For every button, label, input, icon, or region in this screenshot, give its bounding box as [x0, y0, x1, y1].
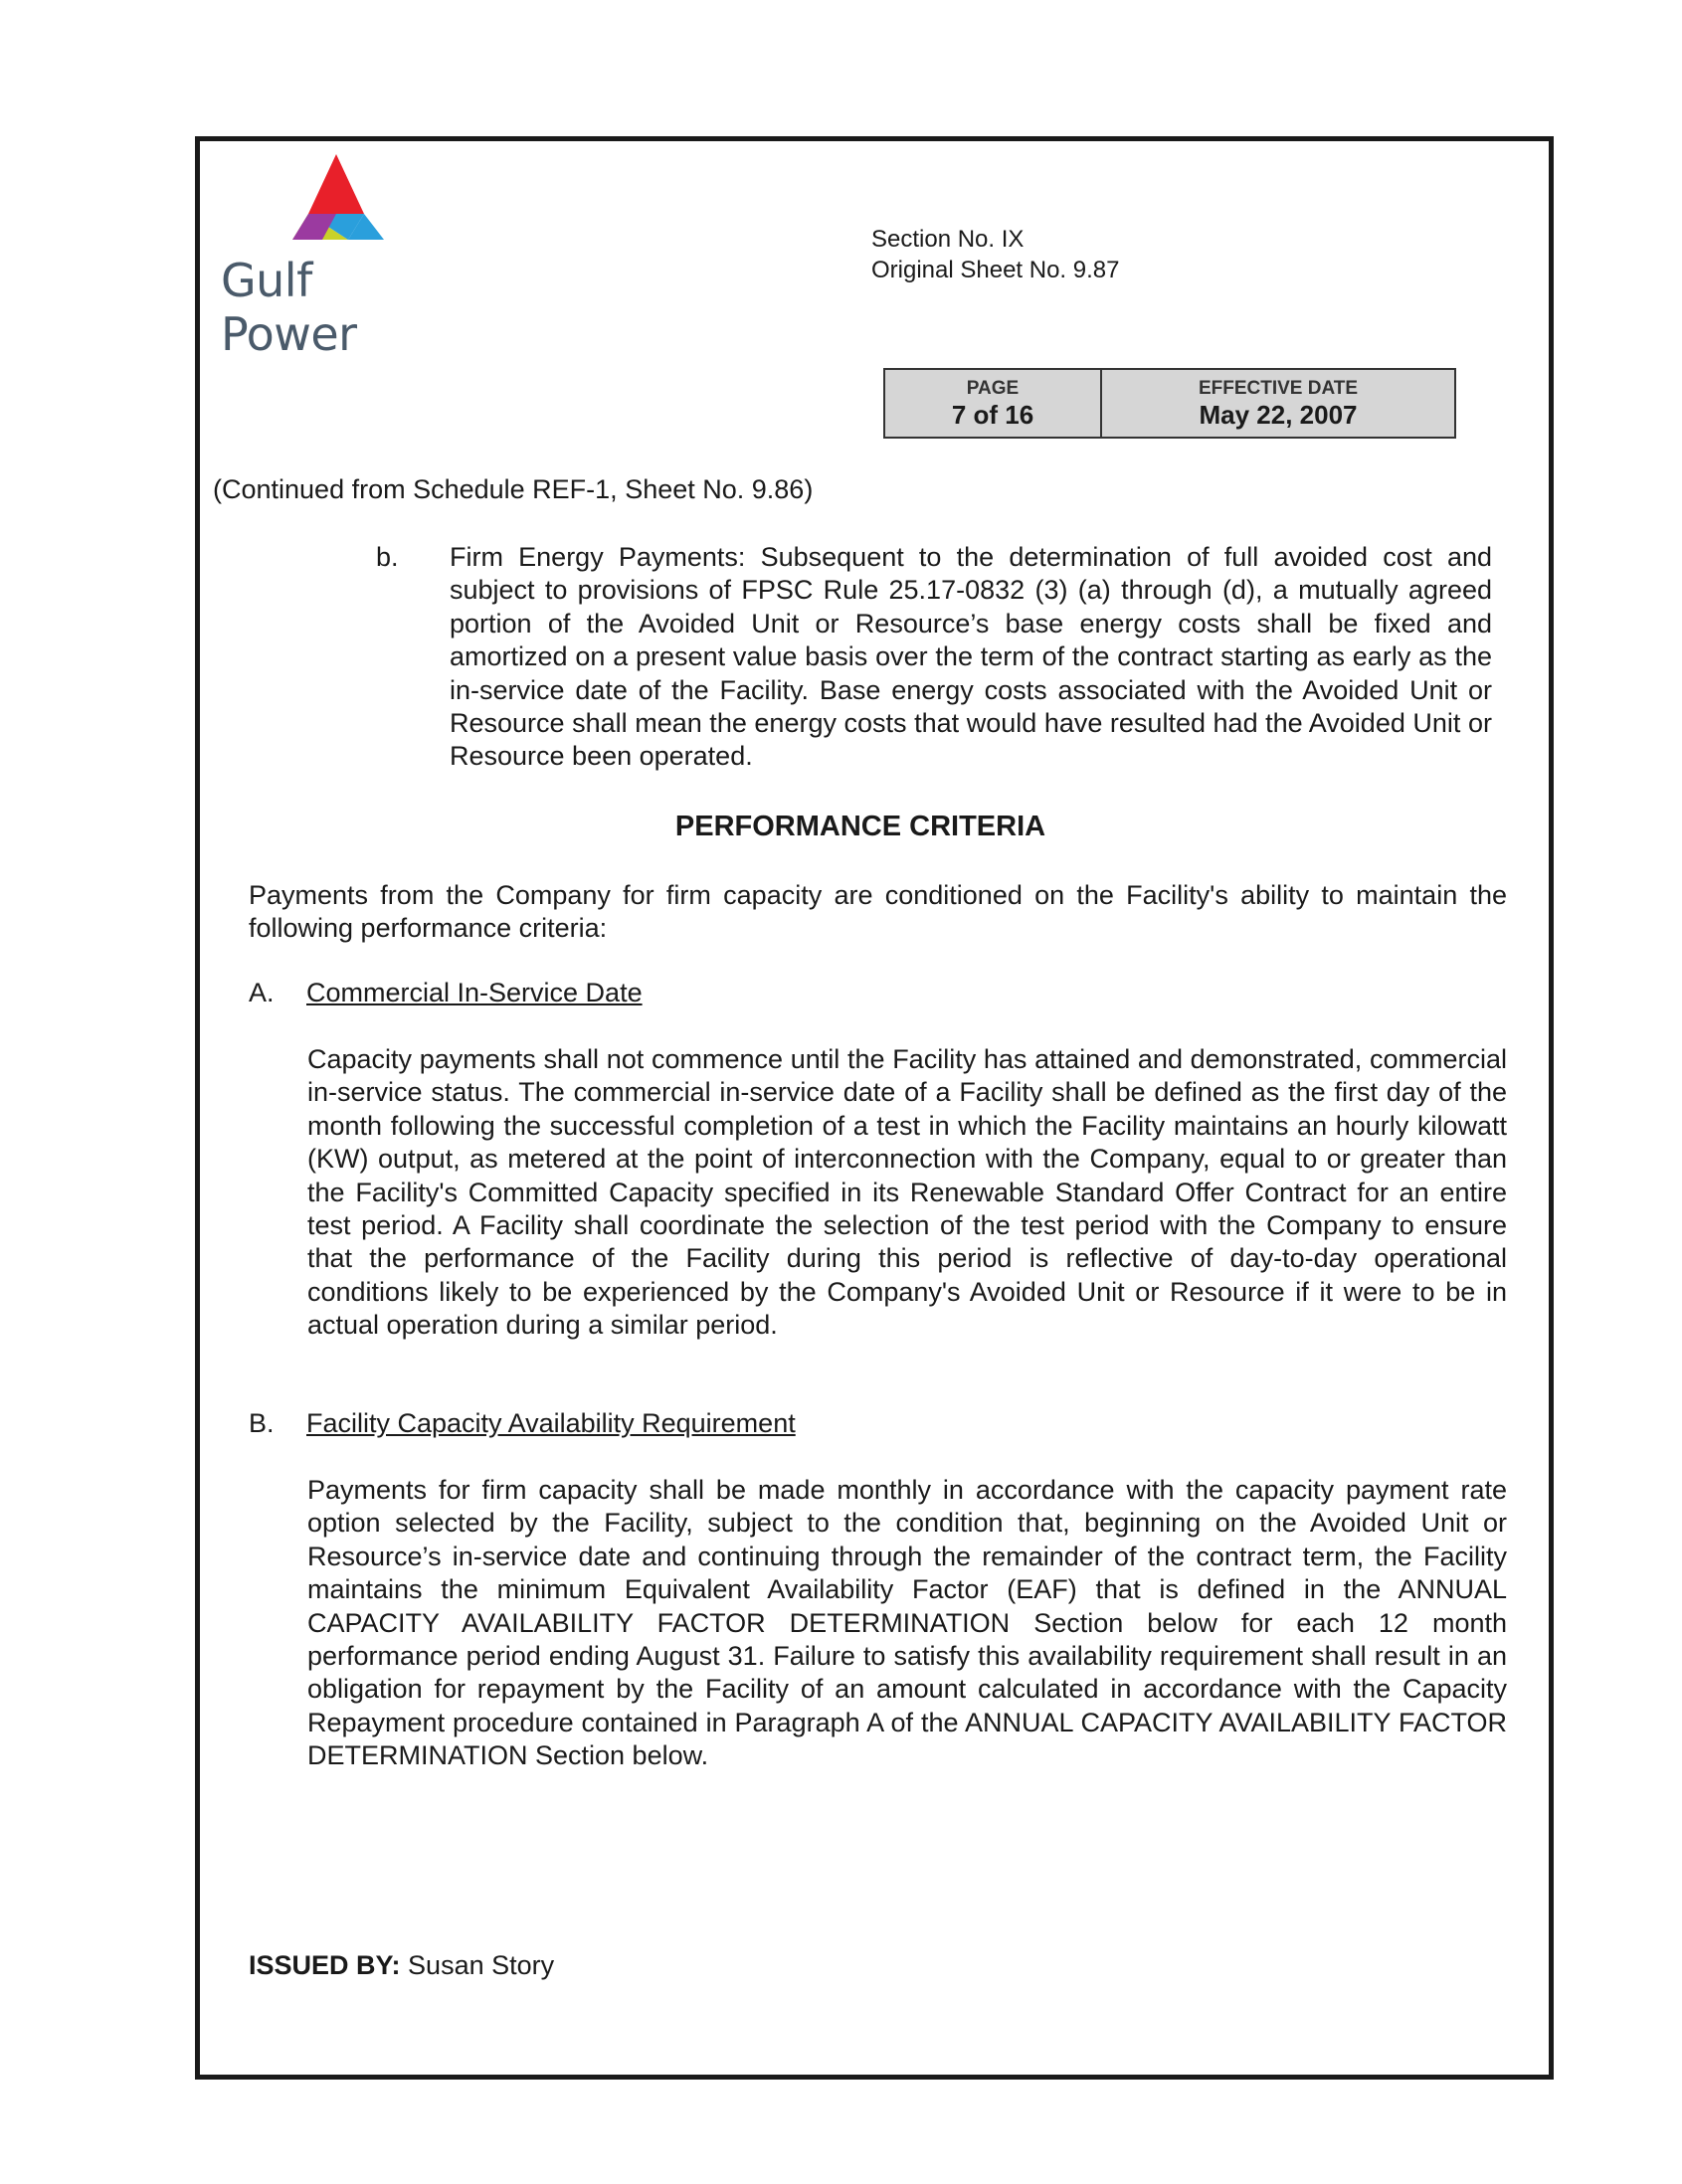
effective-date-value: May 22, 2007	[1199, 399, 1358, 430]
sheet-number: Original Sheet No. 9.87	[871, 257, 1120, 283]
issued-by-label: ISSUED BY:	[249, 1950, 401, 1980]
item-b-marker: b.	[376, 542, 399, 572]
effective-date-cell	[1102, 370, 1454, 437]
effective-date-label: EFFECTIVE DATE	[1198, 377, 1359, 399]
triangle-logo-icon	[288, 154, 384, 240]
page-label: PAGE	[966, 377, 1020, 399]
section-heading: PERFORMANCE CRITERIA	[674, 811, 1046, 842]
issued-by	[249, 1950, 554, 1981]
section-number: Section No. IX	[871, 226, 1025, 253]
company-logo	[221, 154, 460, 361]
item-b-text: Firm Energy Payments: Subsequent to the determination of full avoided cost and subject to provisions of FPSC Rule 25.17-0832 (3) (a) through (d), a mutually agreed portion of the Avoided Unit or Resource’s base energy costs shall be fixed and amortized on a present value basis over the term of the contract starting as early as the in-service date of the Facility. Base energy costs associated with the Avoided Unit or Resource shall mean the energy costs that would have resulted had the Avoided Unit or Resource been operated.	[450, 542, 1492, 772]
intro-paragraph: Payments from the Company for firm capacity are conditioned on the Facility's ability to maintain the following performance criteria:	[249, 880, 1507, 944]
issued-by-name: Susan Story	[408, 1950, 555, 1980]
sheet-header	[871, 224, 1119, 285]
continued-note: (Continued from Schedule REF-1, Sheet No. 9.86)	[213, 474, 814, 504]
subsection-b-letter: B.	[249, 1408, 275, 1438]
subsection-a-text: Capacity payments shall not commence until the Facility has attained and demonstrated, commercial in-service status. The commercial in-service date of a Facility shall be defined as the first day of the month following the successful completion of a test in which the Facility maintains an hourly kilowatt (KW) output, as metered at the point of interconnection with the Company, equal to or greater than the Facility's Committed Capacity specified in its Renewable Standard Offer Contract for an entire test period. A Facility shall coordinate the selection of the test period with the Company to ensure that the performance of the Facility during this period is reflective of day-to-day operational conditions likely to be experienced by the Company's Avoided Unit or Resource if it were to be in actual operation during a similar period.	[307, 1044, 1507, 1341]
page-date-box	[883, 368, 1456, 439]
subsection-a-letter: A.	[249, 978, 275, 1007]
company-name: Gulf Power	[221, 254, 357, 361]
subsection-b-title: Facility Capacity Availability Requirement	[306, 1408, 796, 1438]
page-cell	[885, 370, 1102, 437]
subsection-b-text: Payments for firm capacity shall be made monthly in accordance with the capacity payment rate option selected by the Facility, subject to the condition that, beginning on the Avoided Unit or Resource’s in-service date and continuing through the remainder of the contract term, the Facility maintains the minimum Equivalent Availability Factor (EAF) that is defined in the ANNUAL CAPACITY AVAILABILITY FACTOR DETERMINATION Section below for each 12 month performance period ending August 31. Failure to satisfy this availability requirement shall result in an obligation for repayment by the Facility of an amount calculated in accordance with the Capacity Repayment procedure contained in Paragraph A of the ANNUAL CAPACITY AVAILABILITY FACTOR DETERMINATION Section below.	[307, 1475, 1507, 1771]
subsection-a-title: Commercial In-Service Date	[306, 978, 643, 1007]
subsection-b-heading	[249, 1408, 796, 1439]
subsection-a-heading	[249, 978, 643, 1008]
item-b	[376, 541, 1492, 774]
page-value: 7 of 16	[951, 399, 1034, 430]
